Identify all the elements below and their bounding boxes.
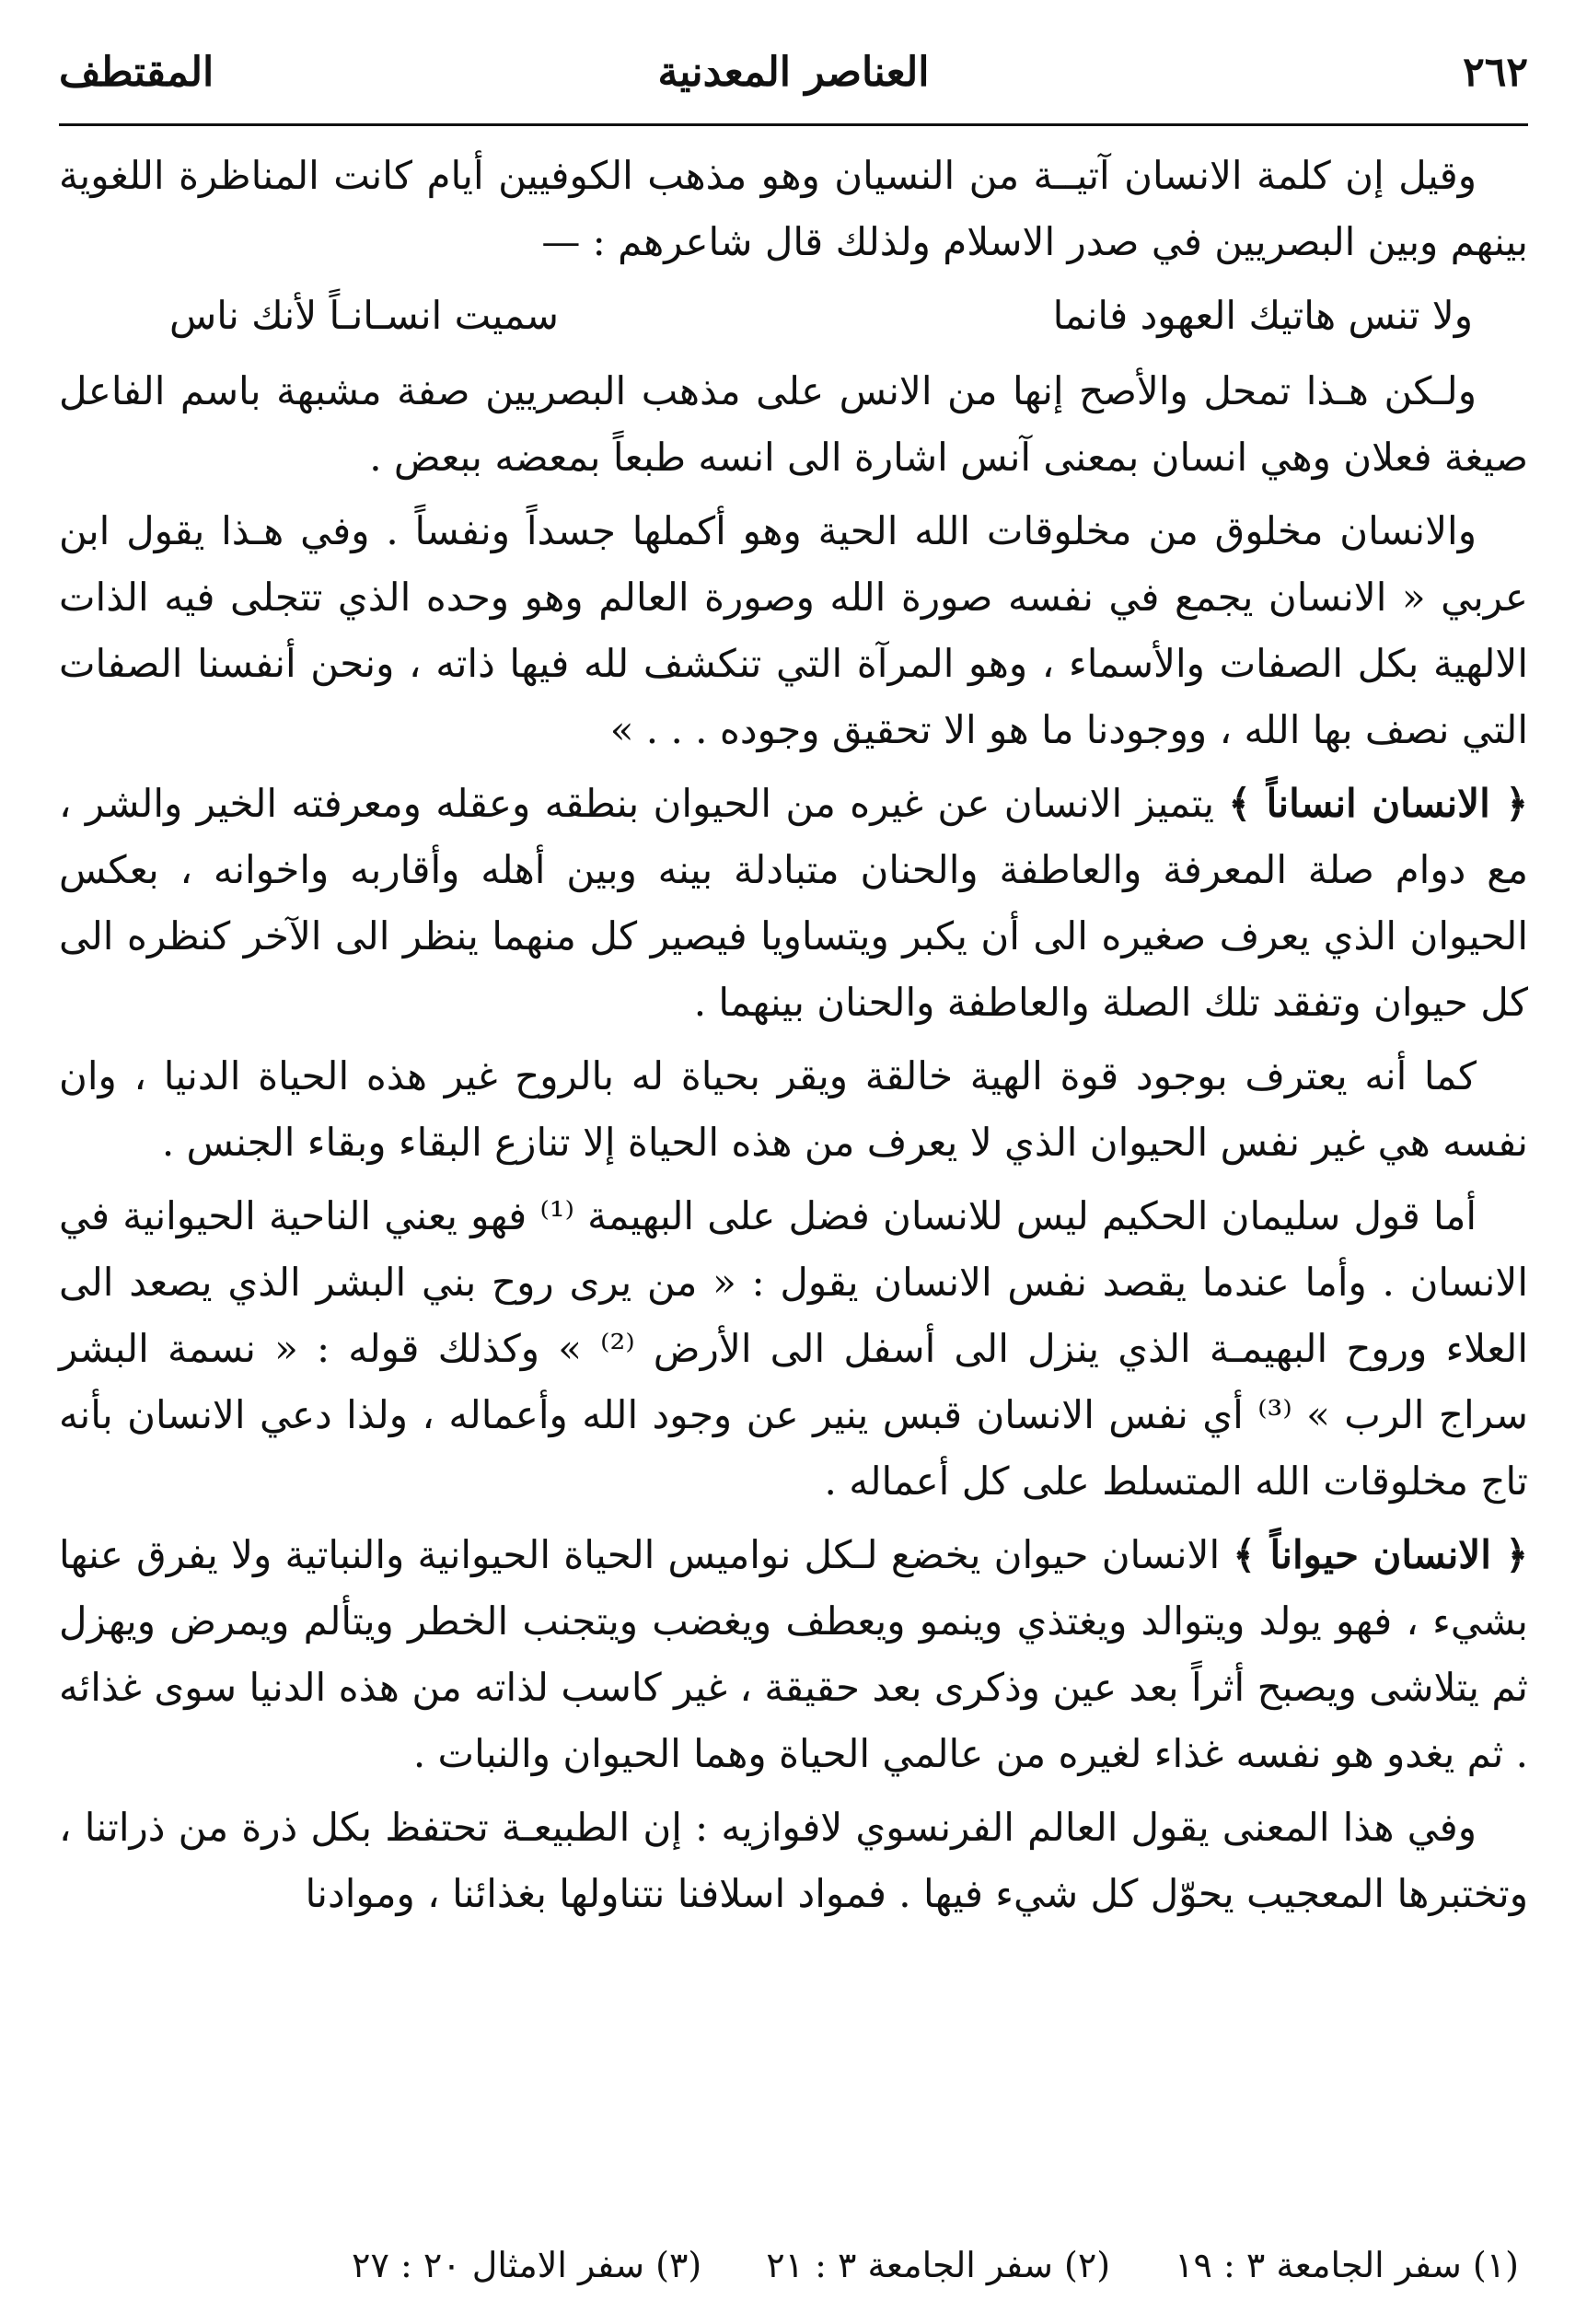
section-heading: ﴿ الانسان انساناً ﴾ [1228,781,1528,826]
header-rule [59,123,1528,126]
paragraph: والانسان مخلوق من مخلوقات الله الحية وهو أكملها جسداً ونفساً . وفي هـذا يقول ابن عربي « الانسان يجمع في نفسه صورة الله وصورة العالم وهو وحده الذي تتجلى فيه الذات الالهية بكل الصفات والأسماء ، وهو المرآة التي تنكشف لله فيها ذاته ، ونحن أنفسنا الصفات التي نصف بها الله ، ووجودنا ما هو الا تحقيق وجوده . . . » [59,508,1528,752]
footnote-1: (١) سفر الجامعة ٣ : ١٩ [1175,2245,1519,2285]
paragraph: ولـكن هـذا تمحل والأصح إنها من الانس على مذهب البصريين صفة مشبهة باسم الفاعل صيغة فعلان وهي انسان بمعنى آنس اشارة الى انسه طبعاً بمعضه ببعض . [59,368,1528,480]
paragraph: أما قول سليمان الحكيم ليس للانسان فضل على البهيمة ⁽¹⁾ فهو يعني الناحية الحيوانية في الانسان . وأما عندما يقصد نفس الانسان يقول : « من يرى روح بني البشر الذي يصعد الى العلاء وروح البهيمـة الذي ينزل الى أسفل الى الأرض ⁽²⁾ » وكذلك قوله : « نسمة البشر سراج الرب » ⁽³⁾ أي نفس الانسان قبس ينير عن وجود الله وأعماله ، ولذا دعي الانسان بأنه تاج مخلوقات الله المتسلط على كل أعماله . [59,1193,1528,1504]
footnote-3: (٣) سفر الامثال ٢٠ : ٢٧ [352,2245,702,2285]
section-paragraph [59,1522,1528,1787]
paragraph: وفي هذا المعنى يقول العالم الفرنسوي لافوازيه : إن الطبيعـة تحتفظ بكل ذرة من ذراتنا ، وتختبرها المعجيب يحوّل كل شيء فيها . فمواد اسلافنا نتناولها بغذائنا ، وموادنا [59,1805,1528,1916]
document-page [59,37,1528,2283]
footnotes [59,2243,1528,2287]
section-text: الانسان حيوان يخضع لـكل نواميس الحياة الحيوانية والنباتية ولا يفرق عنها بشيء ، فهو يولد ويتوالد ويغتذي وينمو ويعطف ويغضب ويتجنب الخطر ويتألم ويمرض ويهزل ثم يتلاشى ويصبح أثراً بعد عين وذكرى بعد حقيقة ، غير كاسب لذاته من هذه الدنيا سوى غذائه . ثم يغدو هو نفسه غذاء لغيره من عالمي الحياة وهما الحيوان والنبات . [59,1532,1528,1776]
section-paragraph [59,771,1528,1036]
chapter-title: العناصر المعدنية [657,48,930,96]
verse-second-hemistich: سميت انسـانـاً لأنك ناس [169,293,559,338]
page-header [59,37,1528,107]
journal-name: المقتطف [59,48,214,96]
section-heading: ﴿ الانسان حيواناً ﴾ [1233,1532,1528,1577]
footnote-2: (٢) سفر الجامعة ٣ : ٢١ [766,2245,1111,2285]
paragraph: كما أنه يعترف بوجود قوة الهية خالقة ويقر بحياة له بالروح غير هذه الحياة الدنيا ، وان نفسه هي غير نفس الحيوان الذي لا يعرف من هذه الحياة إلا تنازع البقاء وبقاء الجنس . [59,1053,1528,1165]
page-number: ٢٦٢ [1463,48,1528,96]
verse-first-hemistich: ولا تنس هاتيك العهود فانما [1052,293,1473,338]
section-text: يتميز الانسان عن غيره من الحيوان بنطقه وعقله ومعرفته الخير والشر ، مع دوام صلة المعرفة والعاطفة والحنان متبادلة بينه وبين أهله وأقاربه واخوانه ، بعكس الحيوان الذي يعرف صغيره الى أن يكبر ويتساويا فيصير كل منهما ينظر الى الآخر كنظره الى كل حيوان وتفقد تلك الصلة والعاطفة والحنان بينهما . [59,781,1528,1025]
paragraph: وقيل إن كلمة الانسان آتيــة من النسيان وهو مذهب الكوفيين أيام كانت المناظرة اللغوية بينهم وبين البصريين في صدر الاسلام ولذلك قال شاعرهم : — [59,153,1528,264]
article-body [59,143,1528,1927]
poetry-verse [59,283,1528,349]
